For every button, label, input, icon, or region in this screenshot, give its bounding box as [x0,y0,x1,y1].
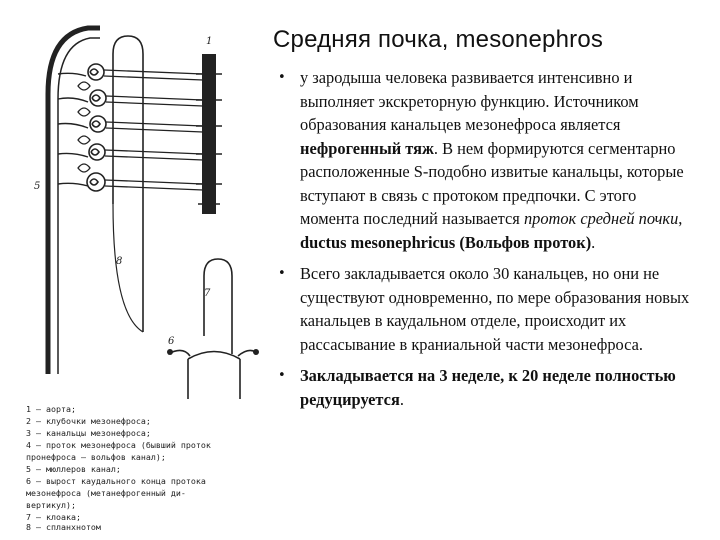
legend-line: 3 — канальцы мезонефроса; [26,428,151,438]
legend-line: 6 — вырост каудального конца протока [26,476,206,486]
bullet-list [278,66,698,419]
figure-label: 7 [204,288,211,299]
figure-label: 8 [116,256,123,267]
mullerian-duct [113,36,143,332]
glomeruli-group [87,64,106,191]
legend-line: 8 — спланхнотом [26,522,101,530]
legend-line: пронефроса — вольфов канал); [26,452,166,462]
slide-title: Средняя почка, mesonephros [273,26,604,53]
legend-line: 4 — проток мезонефроса (бывший проток [26,440,211,450]
legend-line: вертикул); [26,500,76,510]
mesonephric-tubules [78,70,203,190]
bullet-text: Всего закладывается около 30 канальцев, но они не существуют одновременно, по мере образования новых канальцев в каудальном отделе, происходит их рассасывание в краниальной части мезонефроса. [300,264,690,354]
bullet-text-bold: ductus mesonephricus (Вольфов проток) [300,232,592,252]
legend-line: 7 — клоака; [26,512,81,522]
mesonephric-duct [202,54,216,214]
figure-label: 6 [168,336,175,347]
bullet-text-italic: проток средней почки [523,209,679,228]
bullet-text: . В нем формируются сегментарно расположенные S-подобно извитые канальцы, которые вступают в связь с протоком предпочки. С этого момента последний называется [300,138,684,228]
bullet-marker: • [278,368,286,383]
bullet-text-bold: нефрогенный тяж [300,138,434,158]
mesonephros-diagram [18,14,263,530]
bullet-item [278,66,698,254]
bullet-text-bold: Закладывается на 3 неделе, к 20 неделе полностью редуцируется [300,366,676,409]
bullet-marker: • [278,266,286,281]
legend-line: мезонефроса (метанефрогенный ди- [26,488,186,498]
legend-line: 1 — аорта; [26,404,76,414]
bullet-text: , [678,209,683,228]
bullet-marker: • [278,70,286,85]
cloaca [188,352,240,400]
legend-line: 5 — мюллеров канал; [26,464,121,474]
bullet-text: у зародыша человека развивается интенсивно и выполняет экскреторную функцию. Источником образования канальцев мезонефроса является [300,68,639,134]
bullet-item [278,364,698,411]
bullet-item [278,262,698,356]
bullet-text: . [399,389,404,409]
ureteric-bud [204,259,232,354]
embryo-mesonephros-figure [18,14,263,530]
figure-label: 1 [206,36,213,47]
figure-label: 5 [34,181,41,192]
bullet-text: . [591,232,596,252]
legend-line: 2 — клубочки мезонефроса; [26,416,151,426]
figure-legend [26,404,211,530]
